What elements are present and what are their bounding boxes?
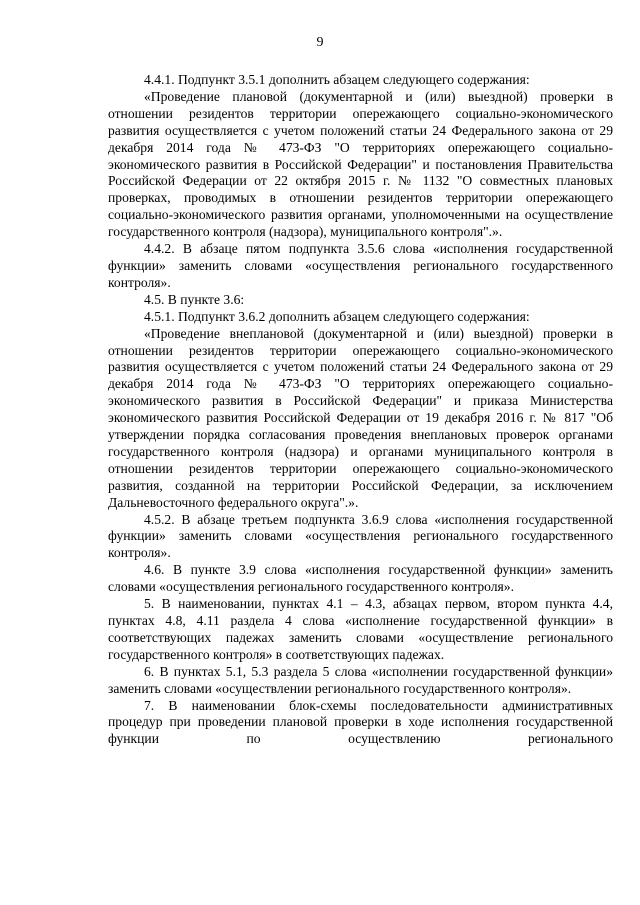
page-number: 9 [316, 35, 324, 50]
paragraph-7: 7. В наименовании блок-схемы последовательности административных процедур при проведении плановой проверки в ходе исполнения государственной функции по осуществлению регионального [108, 697, 613, 747]
paragraph-4-5-2: 4.5.2. В абзаце третьем подпункта 3.6.9 слова «исполнения государственной функции» заменить словами «осуществления регионального государственного контроля». [108, 511, 613, 561]
paragraph-5: 5. В наименовании, пунктах 4.1 – 4.3, абзацах первом, втором пункта 4.4, пунктах 4.8, 4.11 раздела 4 слова «исполнение государственной функции» в соответствующих падежах заменить словами «осуществление регионального государственного контроля» в соответствующих падежах. [108, 596, 613, 662]
paragraph-6: 6. В пунктах 5.1, 5.3 раздела 5 слова «исполнении государственной функции» заменить словами «осуществлении регионального государственного контроля». [108, 663, 613, 696]
document-body [108, 72, 613, 748]
paragraph-4-5-1: 4.5.1. Подпункт 3.6.2 дополнить абзацем следующего содержания: [144, 308, 530, 324]
paragraph-quote-planned-inspection: «Проведение плановой (документарной и (или) выездной) проверки в отношении резидентов территории опережающего социально-экономического развития осуществляется с учетом положений статьи 24 Федерального закона от 29 декабря 2014 года № 473-ФЗ "О территориях опережающего социально-экономического развития в Российской Федерации" и постановления Правительства Российской Федерации от 22 октября 2015 г. № 1132 "О совместных плановых проверках, проводимых в отношении резидентов территории опережающего социально-экономического развития органами, уполномоченными на осуществление государственного контроля (надзора), муниципального контроля".». [108, 88, 613, 240]
paragraph-4-6: 4.6. В пункте 3.9 слова «исполнения государственной функции» заменить словами «осуществления регионального государственного контроля». [108, 562, 613, 595]
paragraph-quote-unplanned-inspection: «Проведение внеплановой (документарной и (или) выездной) проверки в отношении резидентов территории опережающего социально-экономического развития осуществляется с учетом положений статьи 24 Федерального закона от 29 декабря 2014 года № 473-ФЗ "О территориях опережающего социально-экономического развития в Российской Федерации" и приказа Министерства экономического развития Российской Федерации от 19 декабря 2016 г. № 817 "Об утверждении порядка согласования проведения внеплановых проверок органами государственного контроля (надзора) и органами муниципального контроля в отношении резидентов территории опережающего социально-экономического развития, созданной на территории Российской Федерации, за исключением Дальневосточного федерального округа".». [108, 325, 613, 510]
paragraph-4-5: 4.5. В пункте 3.6: [144, 291, 245, 307]
paragraph-4-4-1: 4.4.1. Подпункт 3.5.1 дополнить абзацем следующего содержания: [144, 72, 530, 87]
paragraph-4-4-2: 4.4.2. В абзаце пятом подпункта 3.5.6 слова «исполнения государственной функции» заменить словами «осуществления регионального государственного контроля». [108, 241, 613, 290]
